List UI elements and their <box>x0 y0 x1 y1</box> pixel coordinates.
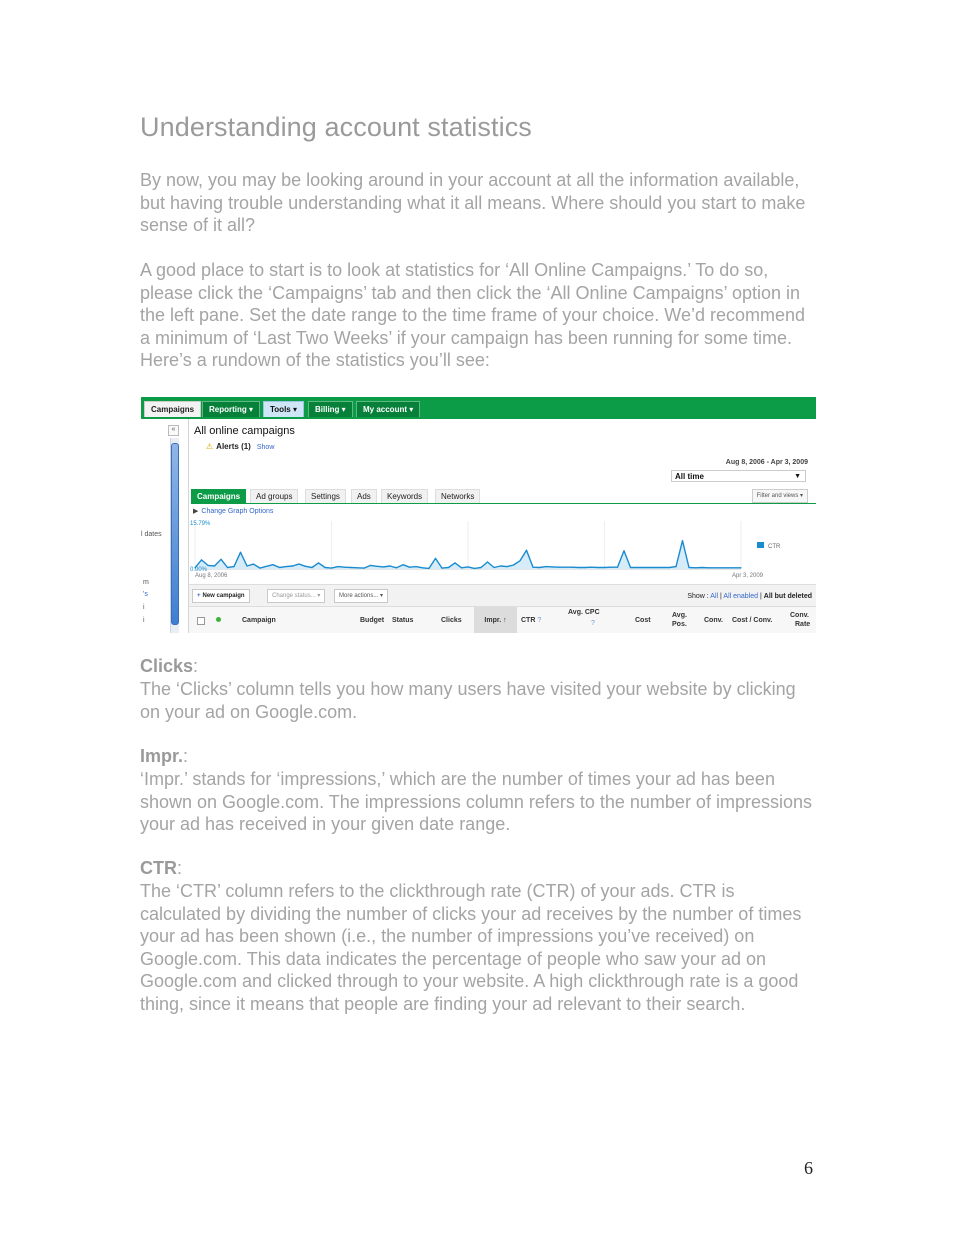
nav-tab-tools[interactable]: Tools ▾ <box>263 401 304 417</box>
ctr-data-point <box>526 550 527 551</box>
col-avg-pos-1[interactable]: Avg. <box>672 612 687 619</box>
main-panel <box>189 419 816 633</box>
ctr-data-point <box>636 567 637 568</box>
col-avg-cpc[interactable]: Avg. CPC <box>568 609 600 616</box>
ctr-data-point <box>669 567 670 568</box>
left-pane-label: m <box>143 579 149 586</box>
ctr-data-point <box>435 558 436 559</box>
ctr-data-point <box>584 567 585 568</box>
ctr-data-point <box>389 565 390 566</box>
change-graph-options-label: Change Graph Options <box>201 508 274 515</box>
ctr-data-point <box>519 560 520 561</box>
panel-title: All online campaigns <box>194 425 295 437</box>
subtab-campaigns[interactable]: Campaigns <box>191 489 246 503</box>
ctr-data-point <box>532 567 533 568</box>
ctr-data-point <box>214 565 215 566</box>
ctr-data-point <box>422 567 423 568</box>
subtab-networks[interactable]: Networks <box>435 489 480 503</box>
col-conv-rate-2[interactable]: Rate <box>795 621 811 628</box>
ctr-data-point <box>279 567 280 568</box>
intro-paragraph-1: By now, you may be looking around in your account at all the information available, but having trouble understanding what it all means. Where should you start to make sense of it all? <box>140 170 806 236</box>
alerts-label: Alerts (1) <box>216 442 251 451</box>
ctr-data-point <box>701 567 702 568</box>
ctr-data-point <box>266 566 267 567</box>
ctr-data-point <box>675 566 676 567</box>
ctr-data-point <box>428 568 429 569</box>
y-top-label: 15.79% <box>190 521 211 527</box>
term-separator: : <box>183 746 189 766</box>
ctr-data-point <box>539 567 540 568</box>
x-end-label: Apr 3, 2009 <box>732 573 764 579</box>
table-toolbar <box>189 584 816 607</box>
ctr-data-point <box>272 564 273 565</box>
left-pane-label: l dates <box>141 531 162 538</box>
ctr-data-point <box>357 567 358 568</box>
term-separator: : <box>193 656 199 676</box>
col-impr-sorted[interactable]: Impr. ↑ <box>474 607 517 633</box>
ctr-data-point <box>480 567 481 568</box>
ctr-data-point <box>370 565 371 566</box>
term-heading-clicks <box>140 656 198 677</box>
ctr-data-point <box>714 567 715 568</box>
intro-paragraph-2: A good place to start is to look at statistics for ‘All Online Campaigns.’ To do so, please click the ‘Campaigns’ tab and then click the ‘All Online Campaigns’ option in the left pane. Set the date range to the time frame of your choice. We’d recommend a minimum of ‘Last Two Weeks’ if your campaign has been running for some time. Here’s a rundown of the statistics you’ll see: <box>140 260 806 371</box>
new-campaign-label: New campaign <box>202 593 245 599</box>
new-campaign-button[interactable] <box>192 589 250 603</box>
term-text-clicks: The ‘Clicks’ column tells you how many users have visited your website by clicking on your ad on Google.com. <box>140 679 796 722</box>
col-conv-rate-1[interactable]: Conv. <box>790 612 809 619</box>
warning-icon: ⚠ <box>206 442 214 451</box>
date-range-value: All time <box>675 472 704 481</box>
ctr-data-point <box>220 559 221 560</box>
change-graph-options-link[interactable] <box>193 507 273 515</box>
ctr-data-point <box>552 566 553 567</box>
col-budget[interactable]: Budget <box>360 617 385 624</box>
ctr-data-point <box>259 568 260 569</box>
term-text-impr: ‘Impr.’ stands for ‘impressions,’ which are the number of times your ad has been shown on Google.com. The impressions column refers to the number of impressions your ad has received in your given date range. <box>140 769 812 835</box>
ctr-data-point <box>448 567 449 568</box>
plus-icon: + <box>197 593 201 599</box>
ctr-data-point <box>383 566 384 567</box>
ctr-data-point <box>246 565 247 566</box>
ctr-data-point <box>558 567 559 568</box>
nav-tab-campaigns[interactable]: Campaigns <box>144 401 201 417</box>
ctr-data-point <box>591 567 592 568</box>
ctr-data-point <box>688 567 689 568</box>
ctr-data-point <box>500 565 501 566</box>
nav-tab-reporting[interactable]: Reporting ▾ <box>202 401 260 417</box>
ctr-data-point <box>233 566 234 567</box>
status-dot-icon <box>216 617 221 622</box>
ctr-data-point <box>623 550 624 551</box>
show-filter-label: Show : <box>687 593 711 600</box>
show-filter: Show : All | All enabled | All but deleted <box>687 593 812 600</box>
col-ctr-label: CTR <box>521 617 536 624</box>
ctr-data-point <box>350 567 351 568</box>
help-icon[interactable]: ? <box>537 617 542 624</box>
col-clicks[interactable]: Clicks <box>441 617 462 624</box>
ctr-data-point <box>487 561 488 562</box>
ctr-data-point <box>662 567 663 568</box>
ctr-data-point <box>311 567 312 568</box>
collapse-pane-button[interactable]: « <box>168 425 179 436</box>
page-number: 6 <box>804 1158 813 1178</box>
ctr-data-point <box>201 559 202 560</box>
ctr-data-point <box>617 567 618 568</box>
subtabs-underline <box>191 503 816 504</box>
term-heading-ctr <box>140 858 182 879</box>
ctr-data-point <box>415 566 416 567</box>
col-cost-per-conv[interactable]: Cost / Conv. <box>732 617 773 624</box>
ctr-data-point <box>545 566 546 567</box>
x-start-label: Aug 8, 2006 <box>195 573 228 579</box>
ctr-data-point <box>727 567 728 568</box>
left-pane <box>141 419 189 633</box>
col-status[interactable]: Status <box>392 617 414 624</box>
ctr-data-point <box>461 567 462 568</box>
ctr-data-point <box>324 567 325 568</box>
y-bottom-label: 0.00% <box>190 567 208 573</box>
ctr-data-point <box>363 568 364 569</box>
ctr-data-point <box>740 567 741 568</box>
ctr-data-point <box>493 567 494 568</box>
legend-label: CTR <box>768 544 781 550</box>
ctr-data-point <box>734 567 735 568</box>
col-cost[interactable]: Cost <box>635 617 651 624</box>
ctr-data-point <box>402 564 403 565</box>
ctr-data-point <box>513 564 514 565</box>
ctr-data-point <box>441 568 442 569</box>
term-heading-impr <box>140 746 188 767</box>
ctr-data-point <box>643 567 644 568</box>
term-separator: : <box>177 858 183 878</box>
ctr-data-point <box>337 566 338 567</box>
show-all-link[interactable]: All <box>710 593 719 600</box>
left-pane-label: i <box>143 617 145 624</box>
ctr-data-point <box>682 540 683 541</box>
ctr-data-point <box>695 567 696 568</box>
subtab-settings[interactable]: Settings <box>305 489 346 503</box>
col-ctr[interactable] <box>521 617 541 624</box>
alerts-row <box>206 442 274 451</box>
dropdown-arrow-icon: ▼ <box>794 473 801 480</box>
subtab-keywords[interactable]: Keywords <box>381 489 428 503</box>
page-title: Understanding account statistics <box>140 112 532 142</box>
subtab-ads[interactable]: Ads <box>351 489 377 503</box>
subtab-ad-groups[interactable]: Ad groups <box>250 489 298 503</box>
ctr-data-point <box>207 565 208 566</box>
left-pane-label: 's <box>143 591 148 598</box>
ctr-data-point <box>721 567 722 568</box>
show-all-enabled-link[interactable]: All enabled <box>723 593 759 600</box>
show-all-but-deleted-link[interactable]: All but deleted <box>763 593 812 600</box>
top-nav-bar <box>141 397 816 419</box>
ctr-data-point <box>305 566 306 567</box>
table-header-row <box>189 606 816 633</box>
ctr-data-point <box>227 567 228 568</box>
expand-triangle-icon: ▶ <box>193 508 199 515</box>
legend-swatch <box>757 542 764 548</box>
ctr-data-point <box>240 552 241 553</box>
select-all-checkbox[interactable] <box>197 617 205 625</box>
term-text-ctr: The ‘CTR’ column refers to the clickthrough rate (CTR) of your ads. CTR is calculated by dividing the number of clicks your ad receives by the number of times your ad has been shown (i.e., the number of impressions you’ve received) on Google.com. This data indicates the percentage of people who saw your ad on Google.com and clicked through to your website. A high clickthrough rate is a good thing, since it means that people are finding your ad relevant to their search. <box>140 881 802 1014</box>
term-clicks: Clicks <box>140 656 194 676</box>
ctr-data-point <box>396 567 397 568</box>
ctr-data-point <box>604 567 605 568</box>
ctr-data-point <box>571 567 572 568</box>
left-pane-scrollbar-thumb[interactable] <box>171 443 179 625</box>
ctr-data-point <box>506 566 507 567</box>
ctr-data-point <box>344 567 345 568</box>
nav-tab-my-account[interactable]: My account ▾ <box>356 401 420 417</box>
ctr-data-point <box>467 566 468 567</box>
term-impr: Impr. <box>140 746 184 766</box>
ctr-data-point <box>597 567 598 568</box>
more-actions-dropdown[interactable]: More actions... ▾ <box>334 589 388 603</box>
filter-and-views-button[interactable]: Filter and views ▾ <box>752 489 808 503</box>
ctr-data-point <box>331 568 332 569</box>
ctr-data-point <box>474 568 475 569</box>
col-conv[interactable]: Conv. <box>704 617 723 624</box>
ctr-data-point <box>409 567 410 568</box>
adwords-screenshot <box>141 397 816 633</box>
date-range-select[interactable] <box>671 470 806 482</box>
ctr-data-point <box>708 567 709 568</box>
ctr-data-point <box>298 564 299 565</box>
ctr-data-point <box>318 562 319 563</box>
nav-tab-billing[interactable]: Billing ▾ <box>308 401 353 417</box>
ctr-line-chart <box>189 519 816 581</box>
ctr-data-point <box>292 565 293 566</box>
left-pane-label: i <box>143 604 145 611</box>
term-ctr: CTR <box>140 858 177 878</box>
ctr-data-point <box>656 567 657 568</box>
alerts-show-link[interactable]: Show <box>256 444 275 451</box>
ctr-data-point <box>454 562 455 563</box>
ctr-data-point <box>610 567 611 568</box>
date-range-label: Aug 8, 2006 - Apr 3, 2009 <box>725 459 808 466</box>
col-avg-pos-2[interactable]: Pos. <box>672 621 687 628</box>
ctr-data-point <box>253 564 254 565</box>
ctr-data-point <box>376 566 377 567</box>
ctr-data-point <box>630 567 631 568</box>
ctr-data-point <box>649 567 650 568</box>
ctr-data-point <box>565 567 566 568</box>
chart-grid <box>195 521 741 569</box>
col-campaign[interactable]: Campaign <box>242 617 276 624</box>
ctr-data-point <box>285 566 286 567</box>
ctr-data-point <box>578 567 579 568</box>
help-icon[interactable]: ? <box>591 620 595 627</box>
change-status-dropdown[interactable]: Change status... ▾ <box>267 589 325 603</box>
